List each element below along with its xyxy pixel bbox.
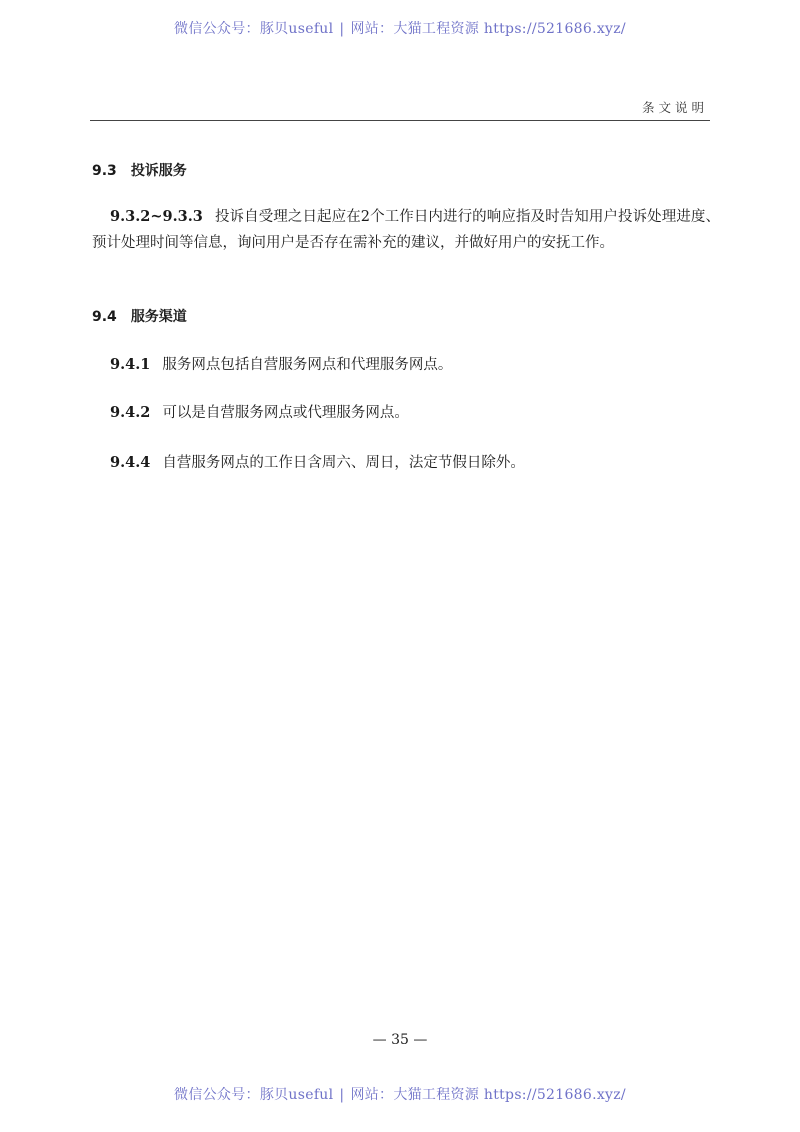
clause-number: 9.3.2~9.3.3 [110,208,203,225]
watermark-wechat: 微信公众号：豚贝useful [174,1087,334,1103]
watermark-website: 网站：大猫工程资源 https://521686.xyz/ [350,21,626,37]
clause-number: 9.4.1 [110,356,151,373]
header-rule [90,120,710,121]
section-title: 投诉服务 [130,163,187,179]
clause-9-4-2 [92,400,720,426]
clause-text: 投诉自受理之日起应在2个工作日内进行的响应指及时告知用户投诉处理进度、预计处理时间等信息，询问用户是否存在需补充的建议，并做好用户的安抚工作。 [92,209,720,251]
section-heading-9-3 [92,160,187,180]
section-title: 服务渠道 [130,309,187,325]
clause-9-4-4 [92,450,720,476]
watermark-wechat: 微信公众号：豚贝useful [174,21,334,37]
clause-text: 自营服务网点的工作日含周六、周日，法定节假日除外。 [162,455,525,471]
watermark-separator: | [339,1087,345,1103]
clause-text: 可以是自营服务网点或代理服务网点。 [162,405,409,421]
section-number: 9.3 [92,163,117,179]
clause-number: 9.4.2 [110,404,151,421]
clause-9-3-2 [92,204,720,256]
clause-number: 9.4.4 [110,454,151,471]
watermark-separator: | [339,21,345,37]
section-heading-9-4 [92,306,187,326]
clause-9-4-1 [92,352,720,378]
clause-text: 服务网点包括自营服务网点和代理服务网点。 [162,357,453,373]
page-number: — 35 — [372,1032,428,1048]
watermark-bottom [0,1084,800,1104]
section-number: 9.4 [92,309,117,325]
watermark-top [0,18,800,38]
running-head: 条文说明 [641,100,708,115]
watermark-website: 网站：大猫工程资源 https://521686.xyz/ [350,1087,626,1103]
